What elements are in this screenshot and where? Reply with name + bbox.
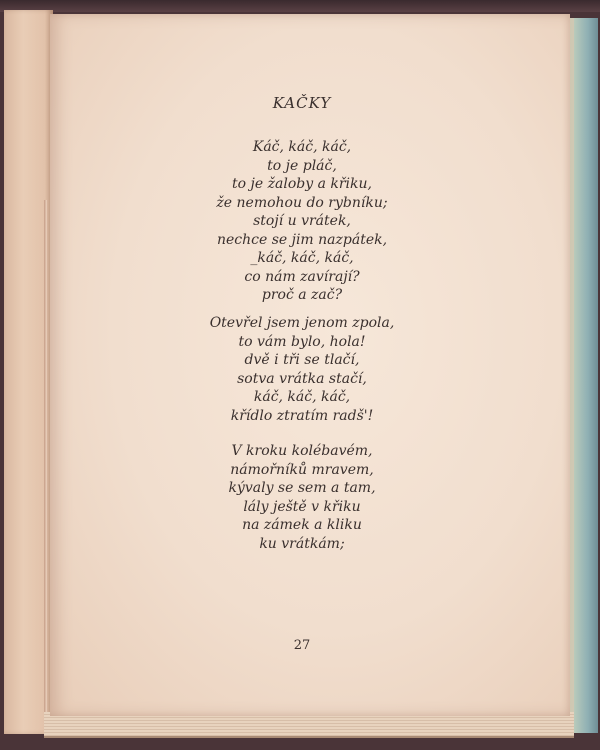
verse-line: Otevřel jsem jenom zpola, <box>209 315 395 331</box>
verse-line: V kroku kolébavém, <box>231 443 373 459</box>
verse-line: _káč, káč, káč, <box>250 250 354 266</box>
verse-line: Káč, káč, káč, <box>252 139 352 155</box>
verse-line: lály ještě v křiku <box>243 498 361 515</box>
verse-line: káč, káč, káč, <box>253 389 351 405</box>
verse-line: nechce se jim nazpátek, <box>216 231 388 248</box>
verse-line: to vám bylo, hola! <box>238 333 366 350</box>
verse-line: sotva vrátka stačí, <box>237 370 367 387</box>
verse-line: to je žaloby a křiku, <box>232 176 372 192</box>
verse-line: námořníků mravem, <box>230 461 374 478</box>
verse-line: kývaly se sem a tam, <box>228 480 376 496</box>
verse-line: to je pláč, <box>267 157 337 174</box>
verse-line: že nemohou do rybníku; <box>216 194 388 211</box>
page-number: 27 <box>293 638 311 653</box>
verse-line: stojí u vrátek, <box>253 213 351 229</box>
verse-line: co nám zavírají? <box>244 268 360 285</box>
stanza-3 <box>42 442 562 553</box>
background <box>0 0 600 12</box>
verse-line: křídlo ztratím radš'! <box>230 407 374 424</box>
stanza-1 <box>42 138 562 305</box>
verse-line: dvě i tři se tlačí, <box>244 352 360 368</box>
verse-line: proč a zač? <box>261 287 343 303</box>
poem-title: KAČKY <box>272 94 332 112</box>
stanza-2 <box>42 314 562 425</box>
verse-line: na zámek a kliku <box>242 517 362 533</box>
cover-stripe <box>570 18 574 733</box>
book-page <box>50 14 570 716</box>
verse-line: ku vrátkám; <box>259 535 345 552</box>
